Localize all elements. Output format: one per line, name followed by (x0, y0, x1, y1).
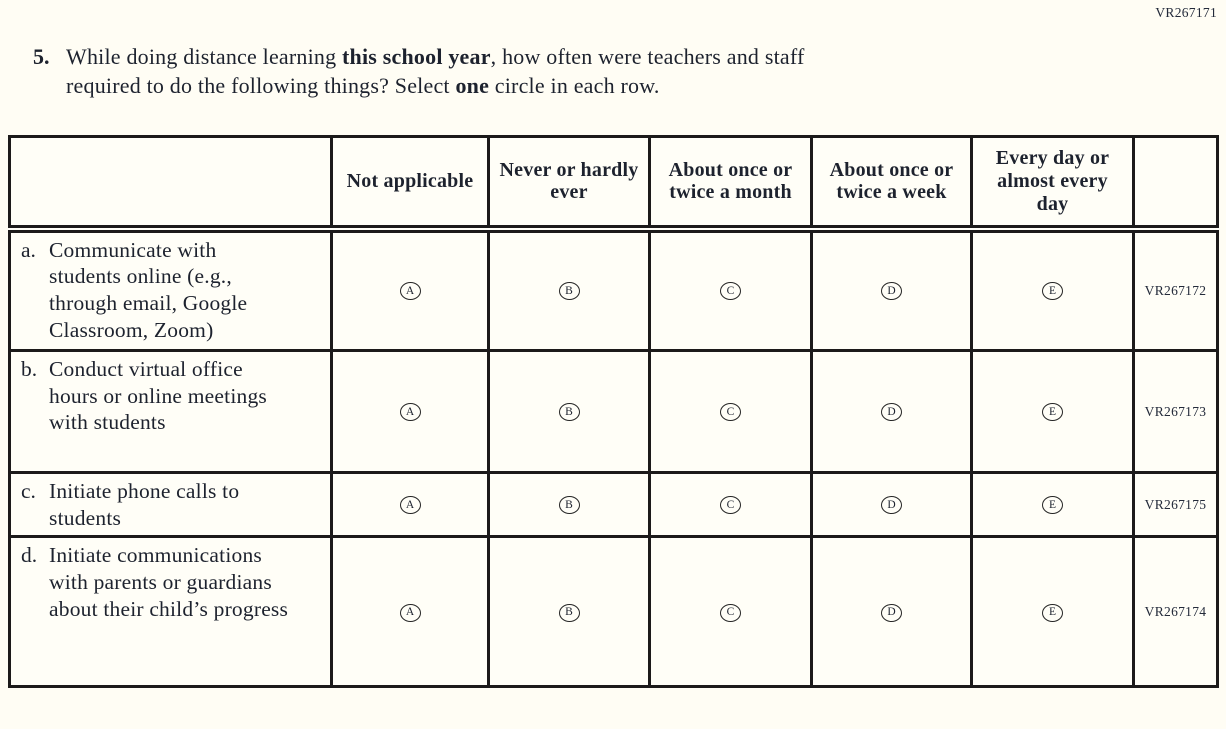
option-circle-d[interactable]: D (881, 496, 902, 514)
page-code: VR267171 (1155, 5, 1217, 20)
row-d-cell-month (650, 537, 812, 687)
row-d-prefix: d. (21, 543, 38, 568)
table-row-d (10, 537, 1218, 687)
option-circle-a[interactable]: A (400, 282, 421, 300)
column-header-about-once-or-twice-a-month: About once or twice a month (650, 137, 812, 229)
header-row (10, 137, 1218, 229)
question-text-part3: circle in each row. (489, 73, 660, 99)
survey-table (8, 135, 1219, 688)
question-number: 5. (33, 44, 50, 69)
option-circle-b[interactable]: B (559, 282, 580, 300)
option-circle-d[interactable]: D (881, 403, 902, 421)
row-c-cell-never (489, 473, 650, 537)
question-block (0, 0, 1226, 100)
row-d-cell-every-day (972, 537, 1134, 687)
table-row-a (10, 229, 1218, 351)
option-circle-c[interactable]: C (720, 604, 741, 622)
row-c-cell-month (650, 473, 812, 537)
option-circle-e[interactable]: E (1042, 403, 1063, 421)
row-b-cell-month (650, 351, 812, 473)
column-header-not-applicable: Not applicable (332, 137, 489, 229)
row-d-label-cell (10, 537, 332, 687)
row-a-vr-code: VR267172 (1134, 229, 1218, 351)
row-c-prefix: c. (21, 479, 36, 504)
question-bold-one: one (455, 73, 490, 99)
row-a-cell-not-applicable (332, 229, 489, 351)
option-circle-e[interactable]: E (1042, 282, 1063, 300)
row-b-cell-every-day (972, 351, 1134, 473)
column-header-about-once-or-twice-a-week: About once or twice a week (812, 137, 972, 229)
table-row-c (10, 473, 1218, 537)
option-circle-c[interactable]: C (720, 496, 741, 514)
option-circle-a[interactable]: A (400, 403, 421, 421)
row-b-label-cell (10, 351, 332, 473)
row-b-prefix: b. (21, 357, 38, 382)
option-circle-d[interactable]: D (881, 604, 902, 622)
option-circle-c[interactable]: C (720, 282, 741, 300)
row-c-cell-every-day (972, 473, 1134, 537)
row-c-cell-not-applicable (332, 473, 489, 537)
row-d-cell-not-applicable (332, 537, 489, 687)
question-text (66, 42, 1051, 100)
table-row-b (10, 351, 1218, 473)
row-a-cell-month (650, 229, 812, 351)
column-header-code-blank (1134, 137, 1218, 229)
row-a-label: Communicate with students online (e.g., through email, Google Classroom, Zoom) (49, 237, 248, 342)
option-circle-d[interactable]: D (881, 282, 902, 300)
option-circle-b[interactable]: B (559, 496, 580, 514)
row-d-cell-week (812, 537, 972, 687)
row-d-label: Initiate communications with parents or guardians about their child’s progress (49, 543, 289, 621)
row-b-cell-never (489, 351, 650, 473)
option-circle-b[interactable]: B (559, 604, 580, 622)
row-c-label-cell (10, 473, 332, 537)
row-c-vr-code: VR267175 (1134, 473, 1218, 537)
row-a-cell-never (489, 229, 650, 351)
row-c-label: Initiate phone calls to students (49, 479, 240, 530)
row-a-cell-every-day (972, 229, 1134, 351)
option-circle-b[interactable]: B (559, 403, 580, 421)
row-a-cell-week (812, 229, 972, 351)
column-header-blank (10, 137, 332, 229)
option-circle-e[interactable]: E (1042, 496, 1063, 514)
row-b-label: Conduct virtual office hours or online meetings with students (49, 357, 267, 435)
column-header-never-or-hardly-ever: Never or hardly ever (489, 137, 650, 229)
row-b-vr-code: VR267173 (1134, 351, 1218, 473)
row-a-label-cell (10, 229, 332, 351)
question-bold-this-school-year: this school year (342, 44, 491, 69)
question-text-part1: While doing distance learning (66, 44, 343, 69)
column-header-every-day-or-almost-every-day: Every day or almost every day (972, 137, 1134, 229)
row-c-cell-week (812, 473, 972, 537)
option-circle-a[interactable]: A (400, 604, 421, 622)
option-circle-e[interactable]: E (1042, 604, 1063, 622)
question-text-part2a: , how often were teachers and staff (490, 44, 805, 69)
row-a-prefix: a. (21, 237, 36, 262)
option-circle-c[interactable]: C (720, 403, 741, 421)
option-circle-a[interactable]: A (400, 496, 421, 514)
question-text-part2b: required to do the following things? Select (66, 73, 456, 99)
row-b-cell-week (812, 351, 972, 473)
row-b-cell-not-applicable (332, 351, 489, 473)
row-d-vr-code: VR267174 (1134, 537, 1218, 687)
row-d-cell-never (489, 537, 650, 687)
